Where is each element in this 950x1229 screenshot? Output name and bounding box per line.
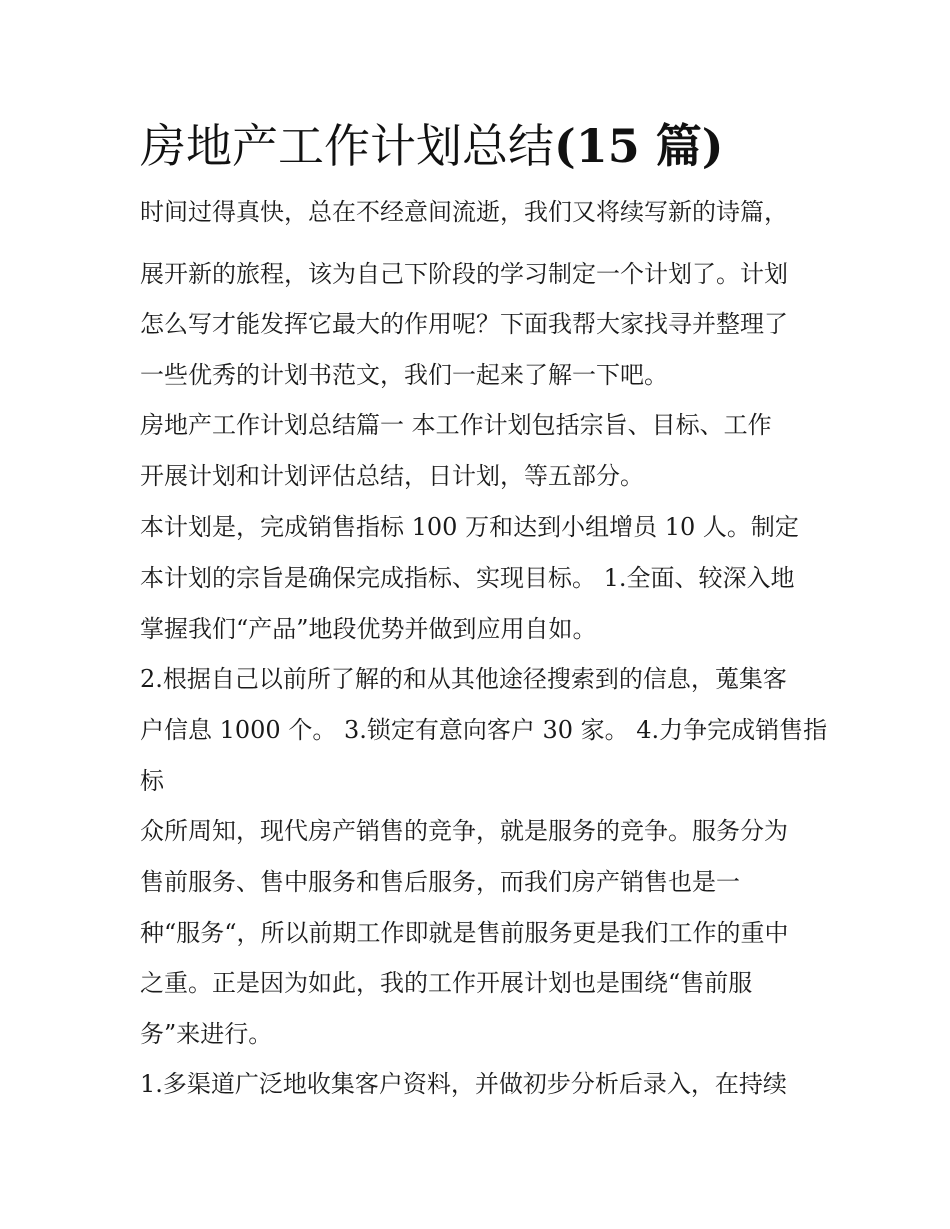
text-line: 务”来进行。 [140, 1020, 273, 1048]
text-line: 本计划的宗旨是确保完成指标、实现目标。 1.全面、较深入地 [140, 564, 795, 592]
text-line: 标 [140, 767, 164, 795]
text-line: 之重。正是因为如此，我的工作开展计划也是围绕“售前服 [140, 969, 753, 997]
text-line: 售前服务、售中服务和售后服务，而我们房产销售也是一 [140, 868, 740, 896]
text-line: 2.根据自己以前所了解的和从其他途径搜索到的信息，蒐集客 [140, 665, 787, 693]
text-line: 时间过得真快，总在不经意间流逝，我们又将续写新的诗篇， [140, 198, 788, 226]
text-line: 开展计划和计划评估总结，日计划，等五部分。 [140, 462, 644, 490]
text-line: 一些优秀的计划书范文，我们一起来了解一下吧。 [140, 361, 668, 389]
text-line: 1.多渠道广泛地收集客户资料，并做初步分析后录入，在持续 [140, 1070, 787, 1098]
text-line: 怎么写才能发挥它最大的作用呢？下面我帮大家找寻并整理了 [140, 310, 788, 338]
document-title [140, 116, 724, 176]
title-main: 房地产工作计划总结 [140, 119, 554, 173]
text-line: 展开新的旅程，该为自己下阶段的学习制定一个计划了。计划 [140, 260, 788, 288]
text-line: 种“服务“，所以前期工作即就是售前服务更是我们工作的重中 [140, 919, 789, 947]
text-line: 众所周知，现代房产销售的竞争，就是服务的竞争。服务分为 [140, 817, 788, 845]
text-line: 房地产工作计划总结篇一 本工作计划包括宗旨、目标、工作 [140, 411, 772, 439]
text-line: 户信息 1000 个。 3.锁定有意向客户 30 家。 4.力争完成销售指 [140, 716, 828, 744]
title-suffix: (15 篇) [554, 119, 724, 173]
text-line: 掌握我们“产品”地段优势并做到应用自如。 [140, 615, 597, 643]
text-line: 本计划是，完成销售指标 100 万和达到小组增员 10 人。制定 [140, 513, 799, 541]
